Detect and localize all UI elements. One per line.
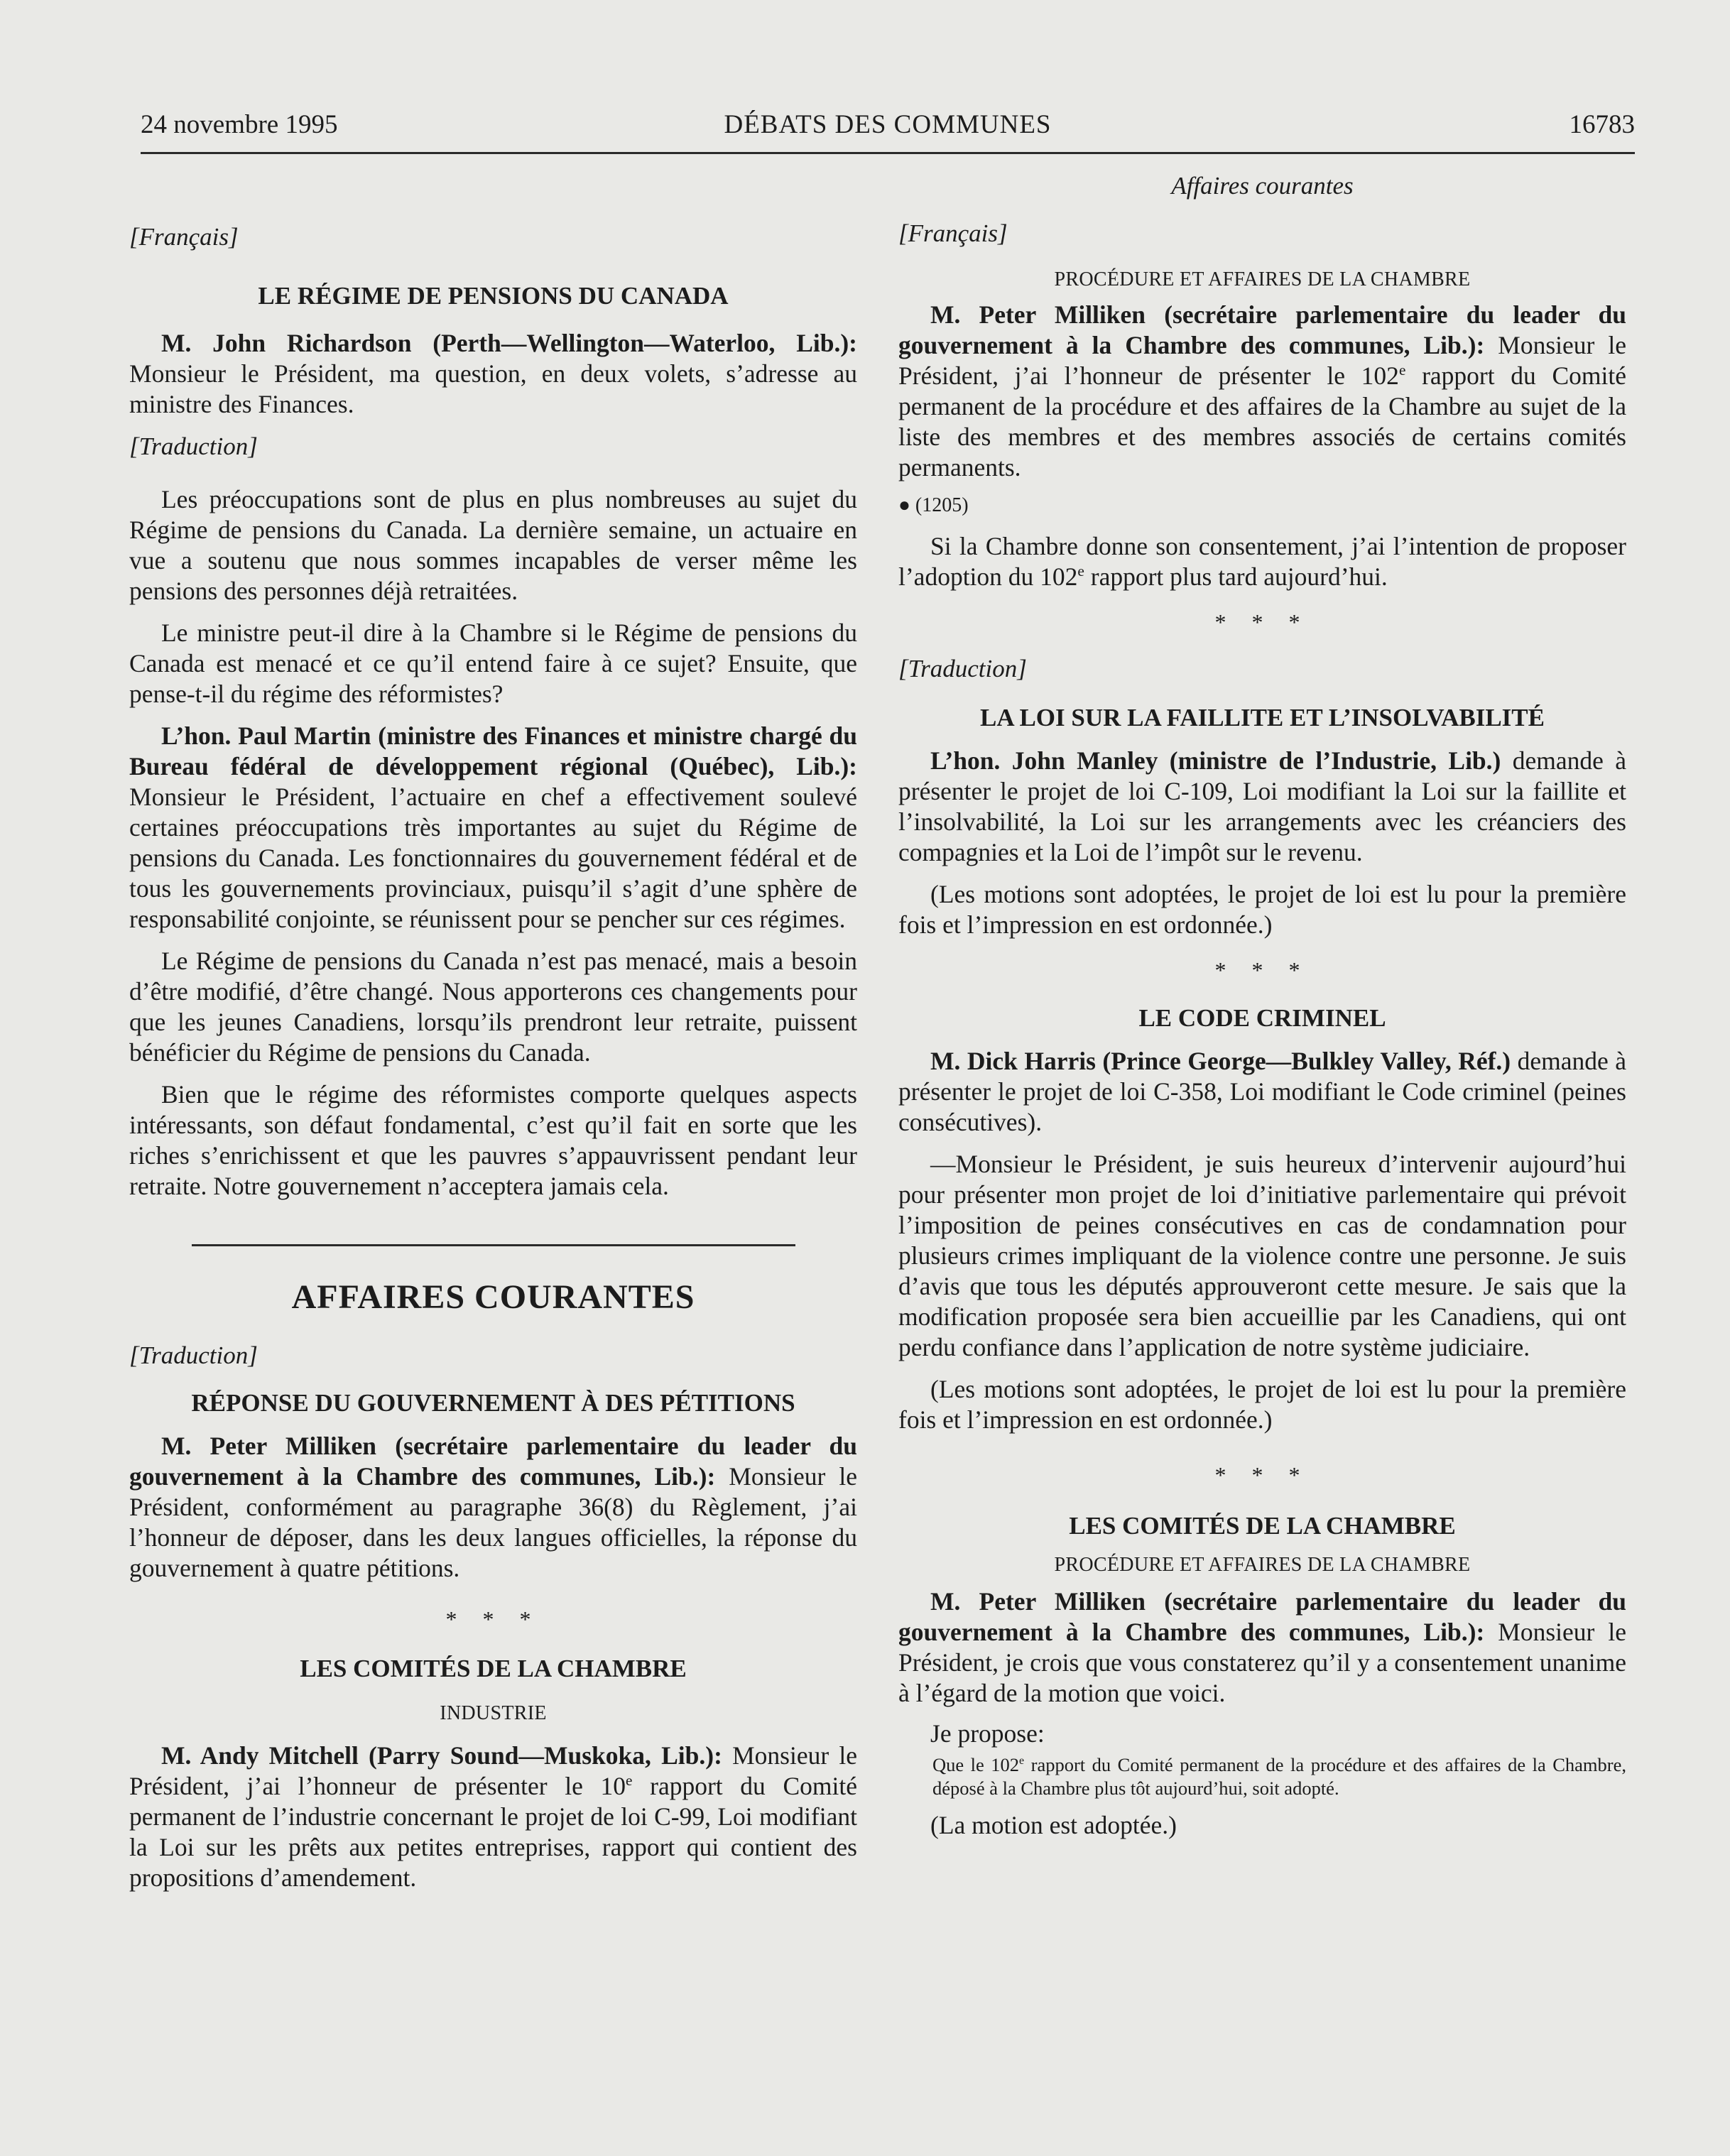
paragraph: M. Dick Harris (Prince George—Bulkley Valley, Réf.) demande à présenter le projet de loi C-358, Loi modifiant le Code criminel (peines consécutives). <box>898 1047 1627 1136</box>
major-heading: AFFAIRES COURANTES <box>291 1278 695 1316</box>
speaker-name: M. Peter Milliken (secrétaire parlementaire du leader du gouvernement à la Chambre des communes, Lib.): <box>898 300 1626 359</box>
paragraph: Les préoccupations sont de plus en plus nombreuses au sujet du Régime de pensions du Canada. La dernière semaine, un actuaire en vue a soutenu que nous sommes incapables de verser même les pensions des personnes déjà retraitées. <box>129 485 857 605</box>
subheading: PROCÉDURE ET AFFAIRES DE LA CHAMBRE <box>1054 1554 1471 1576</box>
speaker-name: M. Andy Mitchell (Parry Sound—Muskoka, Lib.): <box>161 1741 722 1770</box>
speaker-name: L’hon. John Manley (ministre de l’Industrie, Lib.) <box>930 746 1501 775</box>
language-tag: [Français] <box>129 223 239 251</box>
paragraph: M. John Richardson (Perth—Wellington—Waterloo, Lib.): Monsieur le Président, ma question, en deux volets, s’adresse au ministre des Finances. <box>129 329 857 418</box>
paragraph: M. Peter Milliken (secrétaire parlementaire du leader du gouvernement à la Chambre des communes, Lib.): Monsieur le Président, conformément au paragraphe 36(8) du Règlement, j’ai l’honneur de déposer, dans les deux langues officielles, la réponse du gouvernement à quatre pétitions. <box>129 1432 857 1582</box>
header-date: 24 novembre 1995 <box>141 110 338 139</box>
subheading: INDUSTRIE <box>440 1702 547 1724</box>
time-marker: ● (1205) <box>898 494 969 516</box>
section-heading: LES COMITÉS DE LA CHAMBRE <box>300 1655 687 1682</box>
separator-stars: * * * <box>1214 957 1310 983</box>
motion-quote: Que le 102e rapport du Comité permanent de la procédure et des affaires de la Chambre, déposé à la Chambre plus tôt aujourd’hui, soit adopté. <box>932 1754 1626 1799</box>
header-page-number: 16783 <box>1569 110 1635 139</box>
page-header <box>141 107 1635 154</box>
paragraph: Le Régime de pensions du Canada n’est pas menacé, mais a besoin d’être modifié, d’être changé. Nous apporterons ces changements pour que les jeunes Canadiens, lorsqu’ils prendront leur retraite, puissent bénéficier du Régime de pensions du Canada. <box>129 947 857 1067</box>
running-section-title: Affaires courantes <box>1171 172 1354 200</box>
section-heading: LES COMITÉS DE LA CHAMBRE <box>1069 1512 1456 1540</box>
language-tag: [Français] <box>898 219 1008 247</box>
section-heading: LE CODE CRIMINEL <box>1138 1004 1386 1032</box>
section-heading: LE RÉGIME DE PENSIONS DU CANADA <box>258 282 729 310</box>
speaker-name: M. John Richardson (Perth—Wellington—Waterloo, Lib.): <box>161 329 857 357</box>
header-title: DÉBATS DES COMMUNES <box>724 110 1052 139</box>
paragraph: Le ministre peut-il dire à la Chambre si le Régime de pensions du Canada est menacé et ce qu’il entend faire à ce sujet? Ensuite, que pense-t-il du régime des réformistes? <box>129 619 857 708</box>
language-tag: [Traduction] <box>129 432 258 460</box>
language-tag: [Traduction] <box>129 1341 258 1369</box>
paragraph: L’hon. John Manley (ministre de l’Industrie, Lib.) demande à présenter le projet de loi C-109, Loi modifiant la Loi sur la faillite et l’insolvabilité, la Loi sur les arrangements avec les créanciers des compagnies et la Loi de l’impôt sur le revenu. <box>898 746 1626 866</box>
paragraph: (La motion est adoptée.) <box>930 1811 1177 1839</box>
paragraph: (Les motions sont adoptées, le projet de loi est lu pour la première fois et l’impression en est ordonnée.) <box>898 1375 1626 1434</box>
section-heading: RÉPONSE DU GOUVERNEMENT À DES PÉTITIONS <box>191 1389 795 1417</box>
language-tag: [Traduction] <box>898 655 1027 682</box>
speaker-name: L’hon. Paul Martin (ministre des Finances et ministre chargé du Bureau fédéral de développement régional (Québec), Lib.): <box>129 722 857 780</box>
separator-stars: * * * <box>1214 609 1310 635</box>
separator-stars: * * * <box>1214 1462 1310 1488</box>
subheading: PROCÉDURE ET AFFAIRES DE LA CHAMBRE <box>1054 268 1471 290</box>
section-heading: LA LOI SUR LA FAILLITE ET L’INSOLVABILITÉ <box>980 704 1545 731</box>
left-column <box>129 170 857 1893</box>
speaker-name: M. Dick Harris (Prince George—Bulkley Valley, Réf.) <box>930 1047 1511 1075</box>
speaker-name: M. Peter Milliken (secrétaire parlementaire du leader du gouvernement à la Chambre des communes, Lib.): <box>129 1432 857 1491</box>
paragraph: M. Peter Milliken (secrétaire parlementaire du leader du gouvernement à la Chambre des communes, Lib.): Monsieur le Président, j’ai l’honneur de présenter le 102e rapport du Comité permanent de la procédure et des affaires de la Chambre au sujet de la liste des membres et des membres associés de certains comités permanents. <box>898 300 1627 481</box>
paragraph: Bien que le régime des réformistes comporte quelques aspects intéressants, son défaut fondamental, c’est qu’il fait en sorte que les riches s’enrichissent et que les pauvres s’appauvrissent pendant leur retraite. Notre gouvernement n’acceptera jamais cela. <box>129 1080 857 1200</box>
paragraph: Je propose: <box>930 1719 1045 1748</box>
paragraph: M. Peter Milliken (secrétaire parlementaire du leader du gouvernement à la Chambre des communes, Lib.): Monsieur le Président, je crois que vous constaterez qu’il y a consentement unanime à l’égard de la motion que voici. <box>898 1587 1626 1707</box>
paragraph: Si la Chambre donne son consentement, j’ai l’intention de proposer l’adoption du 102e rapport plus tard aujourd’hui. <box>898 532 1626 591</box>
speaker-name: M. Peter Milliken (secrétaire parlementaire du leader du gouvernement à la Chambre des communes, Lib.): <box>898 1587 1626 1646</box>
paragraph: L’hon. Paul Martin (ministre des Finances et ministre chargé du Bureau fédéral de développement régional (Québec), Lib.): Monsieur le Président, l’actuaire en chef a effectivement soulevé certaines préoccupations très importantes au sujet du Régime de pensions du Canada. Les fonctionnaires du gouvernement fédéral et de tous les gouvernements provinciaux, puisqu’il s’agit d’une sphère de responsabilité conjointe, se réunissent pour se pencher sur ces régimes. <box>129 722 857 933</box>
paragraph: M. Andy Mitchell (Parry Sound—Muskoka, Lib.): Monsieur le Président, j’ai l’honneur de présenter le 10e rapport du Comité permanent de l’industrie concernant le projet de loi C-99, Loi modifiant la Loi sur les prêts aux petites entreprises, rapport qui contient des propositions d’amendement. <box>129 1741 857 1892</box>
right-column <box>898 170 1626 1841</box>
separator-stars: * * * <box>445 1606 541 1632</box>
paragraph: (Les motions sont adoptées, le projet de loi est lu pour la première fois et l’impression en est ordonnée.) <box>898 880 1626 939</box>
paragraph: —Monsieur le Président, je suis heureux d’intervenir aujourd’hui pour présenter mon projet de loi d’initiative parlementaire qui prévoit l’imposition de peines consécutives en cas de condamnation pour plusieurs crimes impliquant de la violence contre une personne. Je suis d’avis que tous les députés approuveront cette mesure. Je sais que la modification proposée sera bien accueillie par les Canadiens, qui ont perdu confiance dans l’application de notre système judiciaire. <box>898 1150 1626 1361</box>
